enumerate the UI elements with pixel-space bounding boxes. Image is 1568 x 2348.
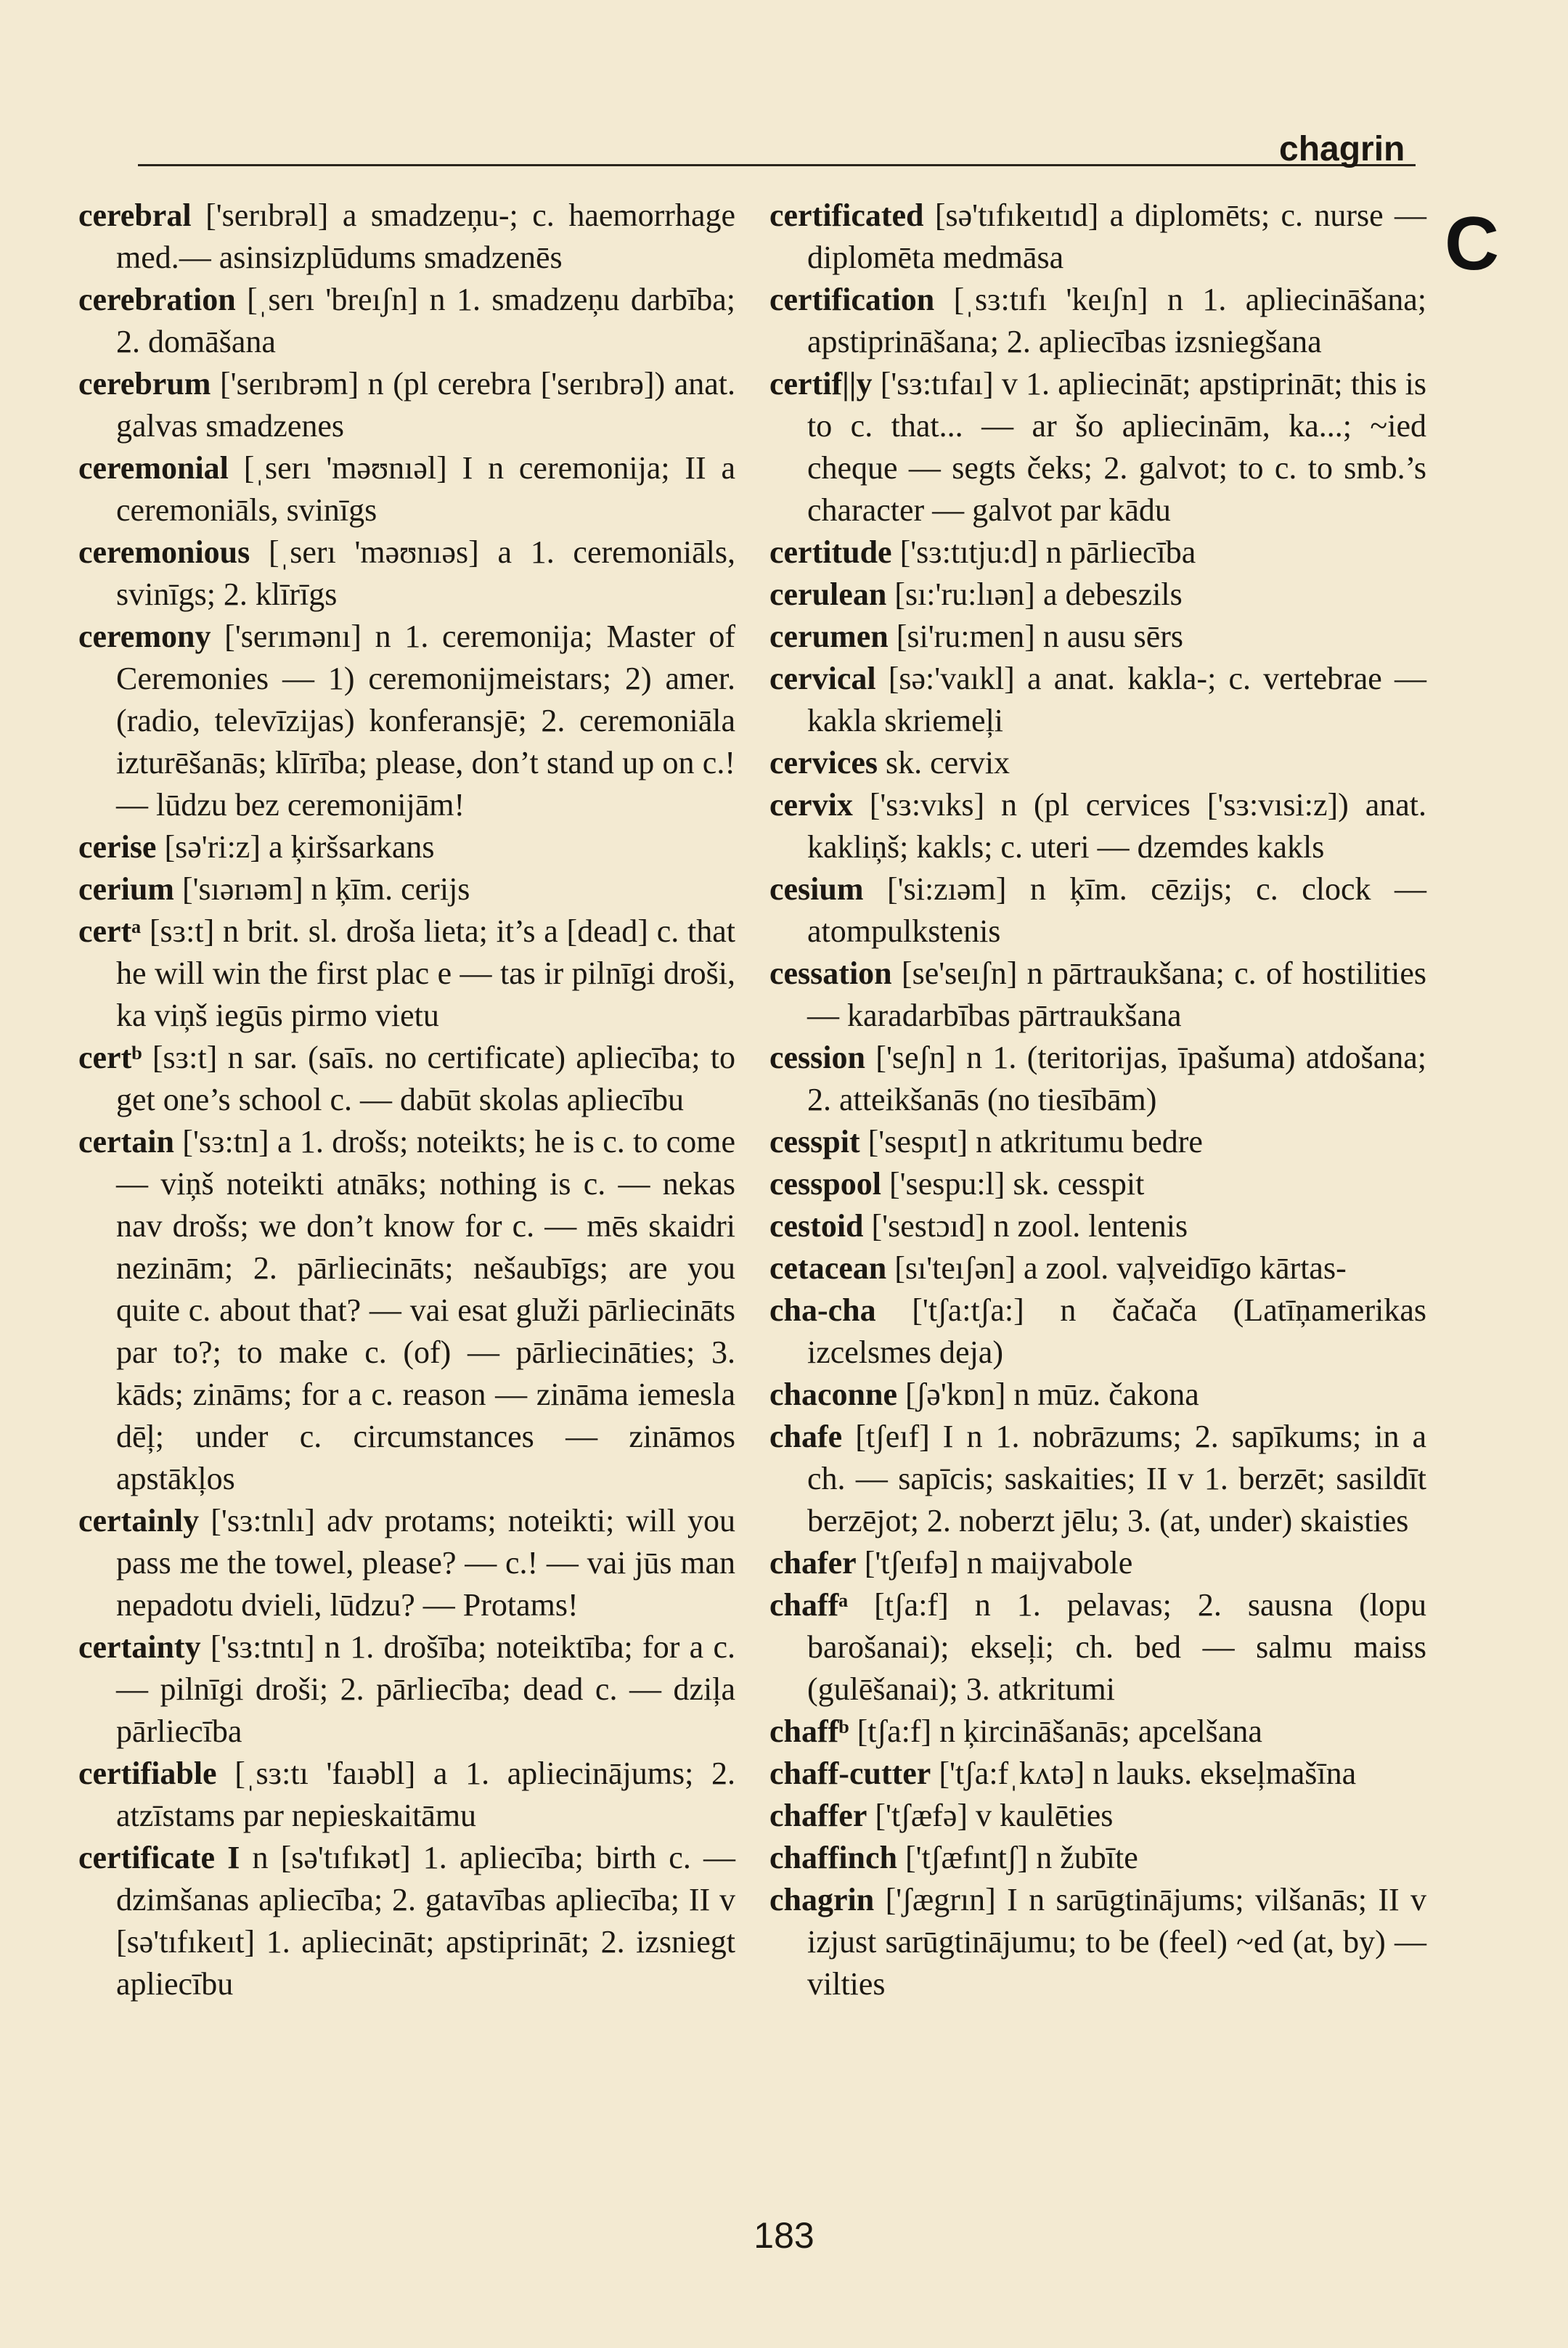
dictionary-entry: [78, 531, 735, 616]
entry-headword: chafe: [769, 1419, 843, 1454]
entry-headword: cession: [769, 1040, 865, 1075]
entry-definition: [sı:'ru:lıən] a debeszils: [886, 576, 1183, 612]
entry-definition: ['sɜ:tıfaı] v 1. apliecināt; apstiprināt; this is to c. that... — ar šo apliecinām, ka...; ~ied cheque — segts čeks; 2. galvot; to c. to smb.’s character — galvot par kādu: [807, 366, 1426, 528]
dictionary-entry: [769, 784, 1426, 868]
dictionary-entry: [78, 1753, 735, 1837]
entry-headword: cerebrum: [78, 366, 211, 401]
entry-headword: cerium: [78, 871, 174, 907]
entry-definition: [ˌsɜ:tıfı 'keıʃn] n 1. apliecināšana; apstiprināšana; 2. apliecības izsniegšana: [807, 282, 1426, 359]
entry-headword: cessation: [769, 955, 892, 991]
page-number: 183: [754, 2215, 814, 2256]
dictionary-entry: [769, 279, 1426, 363]
header-rule: [138, 164, 1416, 166]
entry-headword: cerulean: [769, 576, 887, 612]
dictionary-entry: [78, 868, 735, 910]
entry-definition: ['sɜ:tntı] n 1. drošība; noteiktība; for a c. — pilnīgi droši; 2. pārliecība; dead c. — dziļa pārliecība: [116, 1629, 735, 1749]
dictionary-entry: [78, 1121, 735, 1500]
dictionary-entry: [78, 826, 735, 868]
entry-definition: ['sespu:l] sk. cesspit: [881, 1166, 1145, 1202]
dictionary-entry: [769, 953, 1426, 1037]
entry-headword: cha-cha: [769, 1292, 876, 1328]
entry-headword: certᵃ: [78, 913, 142, 949]
entry-definition: [tʃa:f] n ķircināšanās; apcelšana: [849, 1713, 1262, 1749]
dictionary-entry: [78, 195, 735, 279]
entry-headword: chaff-cutter: [769, 1756, 931, 1791]
entry-headword: certainty: [78, 1629, 201, 1665]
dictionary-entry: [78, 279, 735, 363]
entry-headword: cervices: [769, 745, 878, 780]
entry-headword: ceremony: [78, 619, 211, 654]
entry-headword: certitude: [769, 534, 892, 570]
dictionary-entry: [769, 1542, 1426, 1584]
entry-definition: [sı'teıʃən] a zool. vaļveidīgo kārtas-: [886, 1250, 1347, 1286]
entry-headword: cesium: [769, 871, 864, 907]
dictionary-entry: [769, 1795, 1426, 1837]
entry-definition: ['sıərıəm] n ķīm. cerijs: [173, 871, 470, 907]
dictionary-entry: [769, 1837, 1426, 1879]
entry-headword: certain: [78, 1124, 174, 1159]
entry-headword: certᵇ: [78, 1040, 142, 1075]
dictionary-entry: [769, 616, 1426, 658]
entry-headword: chaffer: [769, 1798, 867, 1833]
entry-headword: cerebration: [78, 282, 236, 317]
entry-definition: ['ʃægrın] I n sarūgtinājums; vilšanās; II v izjust sarūgtinājumu; to be (feel) ~ed (at, by) — vilties: [807, 1882, 1426, 2002]
entry-definition: ['sɜ:vıks] n (pl cervices ['sɜ:vısi:z]) anat. kakliņš; kakls; c. uteri — dzemdes kakls: [807, 787, 1426, 865]
entry-headword: certificated: [769, 197, 924, 233]
dictionary-entry: [769, 195, 1426, 279]
entry-headword: certification: [769, 282, 935, 317]
entry-definition: sk. cervix: [878, 745, 1010, 780]
dictionary-entry: [78, 1837, 735, 2005]
entry-definition: ['serıbrəl] a smadzeņu-; c. haemorrhage med.— asinsizplūdums smadzenēs: [116, 197, 735, 275]
entry-definition: [sɜ:t] n sar. (saīs. no certificate) apliecība; to get one’s school c. — dabūt skolas apliecību: [116, 1040, 735, 1117]
dictionary-entry: [78, 616, 735, 826]
left-column: [78, 195, 735, 2005]
dictionary-entry: [769, 1037, 1426, 1121]
entry-headword: cervix: [769, 787, 853, 823]
entry-definition: [sɜ:t] n brit. sl. droša lieta; it’s a [dead] c. that he will win the first plac e — tas ir pilnīgi droši, ka viņš iegūs pirmo vietu: [116, 913, 735, 1033]
dictionary-entry: [769, 1374, 1426, 1416]
dictionary-entry: [78, 910, 735, 1037]
dictionary-entry: [769, 363, 1426, 531]
entry-headword: ceremonial: [78, 450, 229, 486]
entry-definition: [ʃə'kɒn] n mūz. čakona: [897, 1377, 1199, 1412]
entry-headword: cerumen: [769, 619, 889, 654]
dictionary-entry: [769, 1163, 1426, 1205]
thumb-index-letter: C: [1445, 202, 1500, 286]
right-column: [769, 195, 1426, 2005]
entry-definition: [sə'tıfıkeıtıd] a diplomēts; c. nurse — diplomēta medmāsa: [807, 197, 1426, 275]
entry-headword: chaffinch: [769, 1840, 897, 1875]
entry-headword: cetacean: [769, 1250, 887, 1286]
dictionary-entry: [769, 1753, 1426, 1795]
entry-definition: [ˌserı 'məʊnıəs] a 1. ceremoniāls, svinīgs; 2. klīrīgs: [116, 534, 735, 612]
entry-headword: certificate I: [78, 1840, 240, 1875]
entry-definition: ['tʃa:fˌkʌtə] n lauks. ekseļmašīna: [931, 1756, 1357, 1791]
entry-definition: ['sɜ:tıtju:d] n pārliecība: [891, 534, 1196, 570]
entry-definition: ['sɜ:tnlı] adv protams; noteikti; will you pass me the towel, please? — c.! — vai jūs man nepadotu dvieli, lūdzu? — Protams!: [116, 1503, 735, 1623]
entry-headword: cerise: [78, 829, 157, 865]
entry-definition: ['seʃn] n 1. (teritorijas, īpašuma) atdošana; 2. atteikšanās (no tiesībām): [807, 1040, 1426, 1117]
entry-definition: [tʃa:f] n 1. pelavas; 2. sausna (lopu barošanai); ekseļi; ch. bed — salmu maiss (gulēšanai); 3. atkritumi: [807, 1587, 1426, 1707]
entry-headword: chaffᵃ: [769, 1587, 849, 1623]
entry-definition: ['si:zıəm] n ķīm. cēzijs; c. clock — atompulkstenis: [807, 871, 1426, 949]
dictionary-entry: [769, 1879, 1426, 2005]
dictionary-entry: [78, 1500, 735, 1626]
dictionary-entry: [769, 1121, 1426, 1163]
entry-headword: cerebral: [78, 197, 192, 233]
entry-definition: ['sestɔıd] n zool. lentenis: [863, 1208, 1188, 1244]
entry-definition: ['serıbrəm] n (pl cerebra ['serıbrə]) anat. galvas smadzenes: [116, 366, 735, 444]
entry-definition: ['sespıt] n atkritumu bedre: [859, 1124, 1203, 1159]
entry-headword: chaffᵇ: [769, 1713, 849, 1749]
dictionary-entry: [78, 363, 735, 447]
entry-headword: certif||y: [769, 366, 873, 401]
entry-definition: [ˌserı 'məʊnıəl] I n ceremonija; II a ceremoniāls, svinīgs: [116, 450, 735, 528]
entry-headword: ceremonious: [78, 534, 250, 570]
entry-definition: [ˌserı 'breıʃn] n 1. smadzeņu darbība; 2. domāšana: [116, 282, 735, 359]
entry-headword: certainly: [78, 1503, 200, 1538]
entry-definition: ['serımənı] n 1. ceremonija; Master of Ceremonies — 1) ceremonijmeistars; 2) amer. (radio, televīzijas) konferansjē; 2. ceremoniāla izturēšanās; klīrība; please, don’t stand up on c.! — lūdzu bez ceremonijām!: [116, 619, 735, 823]
dictionary-entry: [769, 868, 1426, 953]
dictionary-entry: [769, 1247, 1426, 1289]
entry-definition: ['sɜ:tn] a 1. drošs; noteikts; he is c. to come — viņš noteikti atnāks; nothing is c. — nekas nav drošs; we don’t know for c. — mēs skaidri nezinām; 2. pārliecināts; nešaubīgs; are you quite c. about that? — vai esat gluži pārliecināts par to?; to make c. (of) — pārliecināties; 3. kāds; zināms; for a c. reason — zināma iemesla dēļ; under c. circumstances — zināmos apstākļos: [116, 1124, 735, 1496]
entry-headword: chafer: [769, 1545, 857, 1581]
entry-definition: [si'ru:men] n ausu sērs: [888, 619, 1184, 654]
dictionary-entry: [78, 1037, 735, 1121]
entry-headword: certifiable: [78, 1756, 217, 1791]
entry-definition: [sə:'vaıkl] a anat. kakla-; c. vertebrae — kakla skriemeļi: [807, 661, 1426, 738]
entry-definition: [sə'ri:z] a ķiršsarkans: [156, 829, 435, 865]
entry-definition: ['tʃæfə] v kaulēties: [867, 1798, 1114, 1833]
dictionary-entry: [78, 447, 735, 531]
dictionary-entry: [769, 658, 1426, 742]
dictionary-entry: [769, 574, 1426, 616]
dictionary-entry: [769, 1289, 1426, 1374]
entry-headword: cestoid: [769, 1208, 864, 1244]
entry-headword: cesspool: [769, 1166, 881, 1202]
dictionary-entry: [769, 1416, 1426, 1542]
dictionary-entry: [769, 1711, 1426, 1753]
dictionary-entry: [78, 1626, 735, 1753]
entry-headword: cesspit: [769, 1124, 860, 1159]
dictionary-entry: [769, 1584, 1426, 1711]
guide-word: chagrin: [1279, 130, 1405, 168]
entry-definition: [ˌsɜ:tı 'faıəbl] a 1. apliecinājums; 2. atzīstams par nepieskaitāmu: [116, 1756, 735, 1833]
dictionary-entry: [769, 531, 1426, 574]
dictionary-entry: [769, 1205, 1426, 1247]
entry-definition: n [sə'tıfıkət] 1. apliecība; birth c. — dzimšanas apliecība; 2. gatavības apliecība; II v [sə'tıfıkeıt] 1. apliecināt; apstiprināt; 2. izsniegt apliecību: [116, 1840, 735, 2002]
entry-definition: ['tʃæfıntʃ] n žubīte: [897, 1840, 1138, 1875]
entry-headword: chagrin: [769, 1882, 875, 1917]
dictionary-entry: [769, 742, 1426, 784]
entry-definition: [se'seıʃn] n pārtraukšana; c. of hostilities — karadarbības pārtraukšana: [807, 955, 1426, 1033]
entry-headword: chaconne: [769, 1377, 897, 1412]
entry-definition: ['tʃa:tʃa:] n čačača (Latīņamerikas izcelsmes deja): [807, 1292, 1426, 1370]
entry-definition: [tʃeıf] I n 1. nobrāzums; 2. sapīkums; in a ch. — sapīcis; saskaities; II v 1. berzēt; sasildīt berzējot; 2. noberzt jēlu; 3. (at, under) skaisties: [807, 1419, 1426, 1538]
entry-definition: ['tʃeıfə] n maijvabole: [856, 1545, 1133, 1581]
entry-headword: cervical: [769, 661, 876, 696]
